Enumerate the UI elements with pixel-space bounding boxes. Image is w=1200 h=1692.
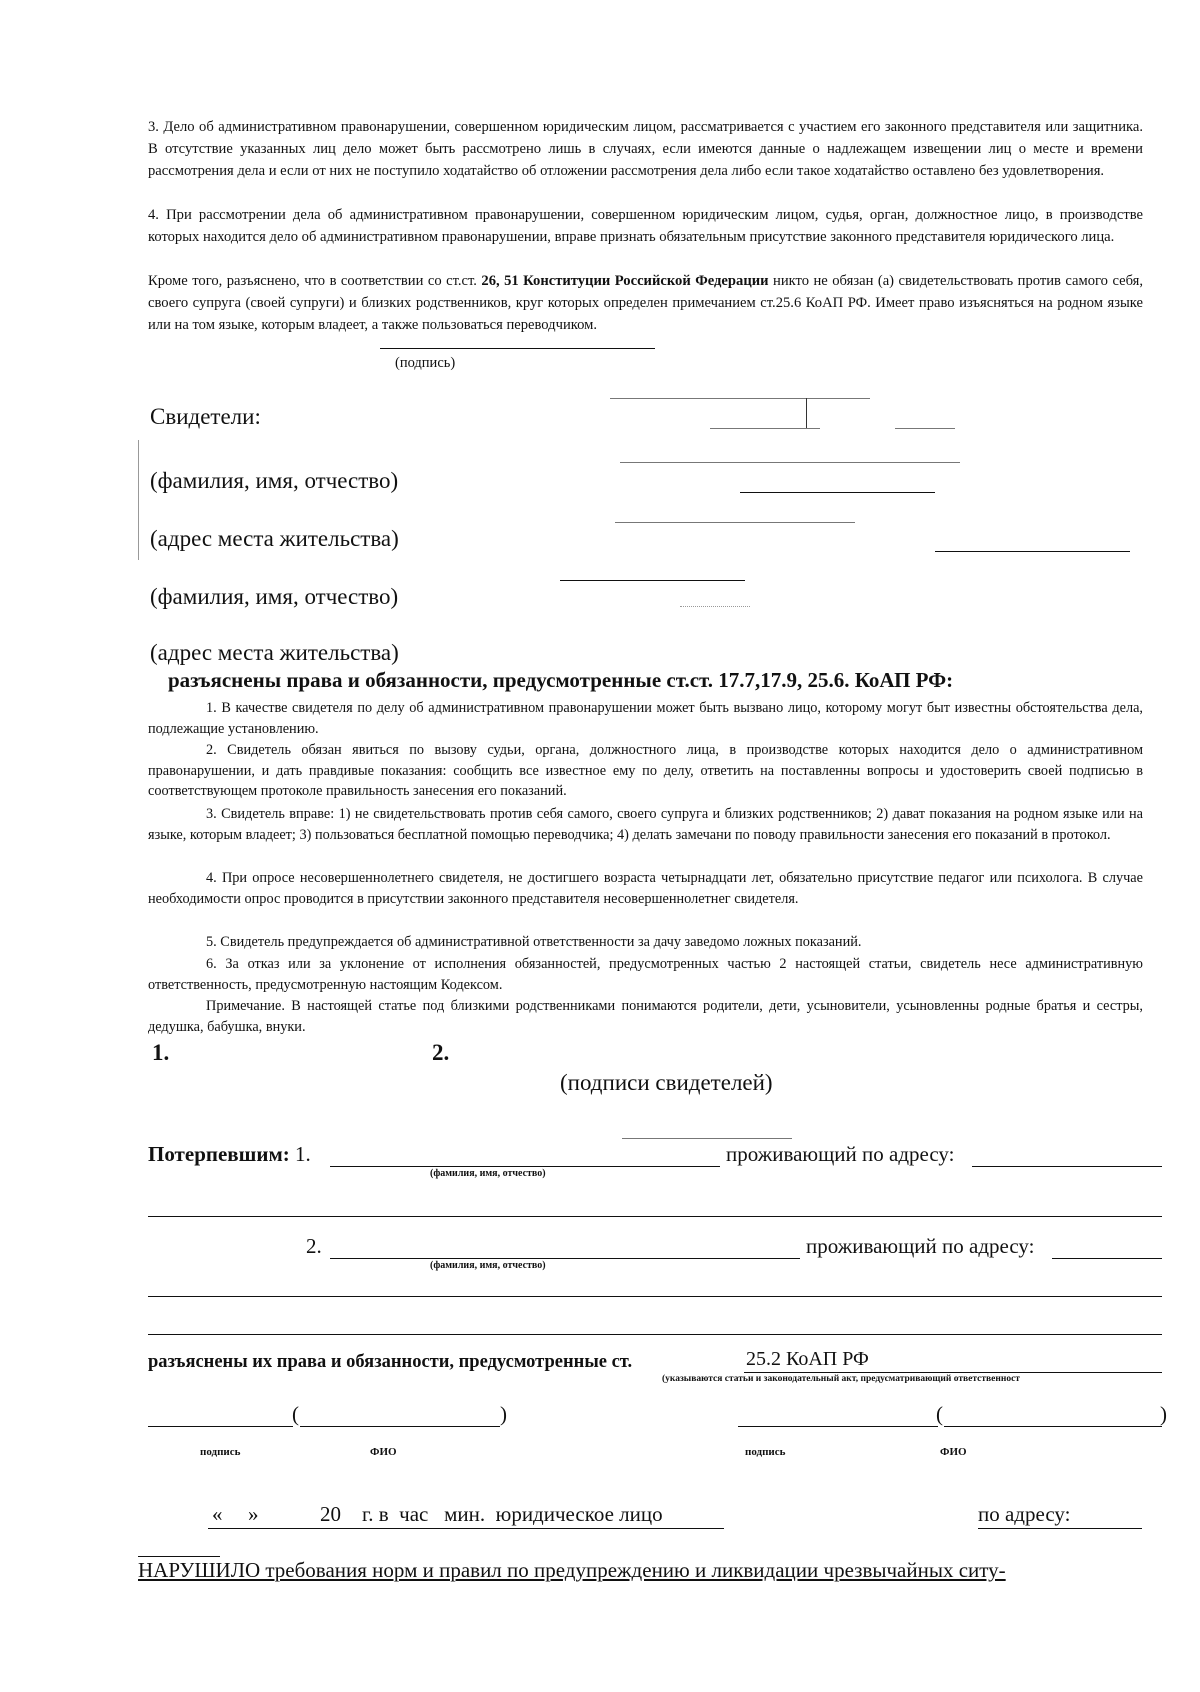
witness-line-short[interactable]	[710, 428, 820, 429]
witness1-fio-line-2[interactable]	[740, 492, 935, 493]
right-fio-open: (	[936, 1402, 943, 1426]
left-signature-caption: подпись	[200, 1446, 241, 1458]
victim-rights-heading: разъяснены их права и обязанности, предусмотренные ст.	[148, 1352, 633, 1372]
signature-line[interactable]	[380, 348, 655, 349]
victim-rights-article-line[interactable]	[744, 1372, 1162, 1373]
right-fio-close: )	[1160, 1402, 1167, 1426]
victim-rights-caption: (указываются статьи и законодательный акт, предусматривающий ответственност	[662, 1374, 1020, 1384]
right-fio-line[interactable]	[944, 1426, 1162, 1427]
date-quote-open: «	[212, 1502, 223, 1526]
witness-line-short-2[interactable]	[895, 428, 955, 429]
victim2-fio-line[interactable]	[330, 1258, 800, 1259]
signature-caption: (подпись)	[395, 355, 456, 371]
victims-label: Потерпевшим:	[148, 1142, 290, 1166]
left-signature-line[interactable]	[148, 1426, 293, 1427]
paragraph-4: 4. При рассмотрении дела об административном правонарушении, совершенном юридическим лицом, судья, орган, должностное лицо, в производстве которых находится дело об административном правонарушении, вправе признать обязательным присутствие законного представителя юридического лица.	[148, 207, 1143, 245]
witness-signatures-caption: (подписи свидетелей)	[560, 1070, 773, 1095]
paragraph-3: 3. Дело об административном правонарушении, совершенном юридическим лицом, рассматривается с участием его законного представителя или защитника. В отсутствие указанных лиц дело может быть рассмотрено лишь в случаях, если имеются данные о надлежащем извещении лиц о месте и времени рассмотрения дела и если от них не поступило ходатайство об отложении рассмотрения дела либо если такое ходатайство оставлено без удовлетворения.	[148, 119, 1143, 179]
witness-rights-note: Примечание. В настоящей статье под близкими родственниками понимаются родители, дети, усыновители, усыновленны родные братья и сестры, дедушка, бабушка, внуки.	[148, 998, 1143, 1035]
victim2-address-line-3[interactable]	[148, 1334, 1162, 1335]
left-margin-line	[138, 440, 139, 560]
victim1-address-line-2[interactable]	[148, 1216, 1162, 1217]
left-fio-close: )	[500, 1402, 507, 1426]
victim2-number: 2.	[306, 1234, 322, 1258]
witness1-address-line[interactable]	[615, 522, 855, 523]
victim-rights-article: 25.2 КоАП РФ	[746, 1348, 869, 1370]
witness-right-5: 5. Свидетель предупреждается об административной ответственности за дачу заведомо ложных показаний.	[206, 934, 862, 950]
explained-before: Кроме того, разъяснено, что в соответствии со ст.ст.	[148, 273, 482, 289]
witness-right-4: 4. При опросе несовершеннолетнего свидетеля, не достигшего возраста четырнадцати лет, обязательно присутствие педагог или психолога. В случае необходимости опрос проводится в присутствии законного представителя несовершеннолетнег свидетеля.	[148, 870, 1143, 907]
mark-vertical	[806, 398, 807, 428]
left-fio-open: (	[292, 1402, 299, 1426]
address-underline[interactable]	[978, 1528, 1142, 1529]
right-signature-line[interactable]	[738, 1426, 938, 1427]
left-fio-caption: ФИО	[370, 1446, 397, 1458]
witness1-fio-line[interactable]	[620, 462, 960, 463]
witness-right-1: 1. В качестве свидетеля по делу об административном правонарушении может быть вызвано лицо, которому могут быт известны обстоятельства дела, подлежащие установлению.	[148, 700, 1143, 737]
witness2-fio-label: (фамилия, имя, отчество)	[150, 584, 399, 609]
witness2-address-label: (адрес места жительства)	[150, 640, 399, 665]
witness-signature-1[interactable]: 1.	[152, 1040, 170, 1065]
witness-right-6: 6. За отказ или за уклонение от исполнения обязанностей, предусмотренных частью 2 настоящей статьи, свидетель несе административную ответственность, предусмотренную настоящим Кодексом.	[148, 956, 1143, 993]
witness1-address-line-2[interactable]	[935, 551, 1130, 552]
witness-right-2: 2. Свидетель обязан явиться по вызову судьи, органа, должностного лица, в производстве которых находится дело о административном правонарушении, и дать правдивые показания: сообщить все известное ему по делу, ответить на поставленны вопросы и удостоверить своей подписью в соответствующем протоколе правильность занесения его показаний.	[148, 742, 1143, 799]
victim1-address-line[interactable]	[972, 1166, 1162, 1167]
date-underline[interactable]	[208, 1528, 724, 1529]
date-quote-close: »	[248, 1502, 259, 1526]
violation-overline	[138, 1556, 220, 1557]
right-fio-caption: ФИО	[940, 1446, 967, 1458]
victim2-address-line[interactable]	[1052, 1258, 1162, 1259]
witnesses-title: Свидетели:	[150, 404, 261, 429]
victims-label-row	[148, 1142, 311, 1167]
witness2-fio-line[interactable]	[560, 580, 745, 581]
violation-line: НАРУШИЛО требования норм и правил по предупреждению и ликвидации чрезвычайных ситу-	[138, 1558, 1006, 1582]
witness1-fio-label: (фамилия, имя, отчество)	[150, 468, 399, 493]
left-fio-line[interactable]	[300, 1426, 500, 1427]
witness2-fio-dots	[680, 606, 750, 607]
victim2-address-label: проживающий по адресу:	[806, 1234, 1035, 1258]
victim2-address-line-2[interactable]	[148, 1296, 1162, 1297]
victim1-fio-line[interactable]	[330, 1166, 720, 1167]
explained-after: никто не обязан (а) свидетельствовать против самого себя, своего супруга (своей супруги) и близких родственников, круг которых определен примечанием ст.25.6 КоАП РФ. Имеет право изъясняться на родном языке или на том языке, которым владеет, а также пользоваться переводчиком.	[148, 273, 1143, 333]
date-rest: г. в час мин. юридическое лицо	[362, 1502, 663, 1526]
explained-paragraph	[148, 270, 1143, 336]
witness-signature-2[interactable]: 2.	[432, 1040, 450, 1065]
victim-top-line[interactable]	[622, 1138, 792, 1139]
victim1-number: 1.	[295, 1142, 311, 1166]
date-year: 20	[320, 1502, 341, 1526]
explained-constitution: 26, 51 Конституции Российской Федерации	[481, 273, 769, 289]
witness-rights-heading: разъяснены права и обязанности, предусмотренные ст.ст. 17.7,17.9, 25.6. КоАП РФ:	[168, 668, 954, 692]
address-label: по адресу:	[978, 1502, 1071, 1526]
victim2-fio-caption: (фамилия, имя, отчество)	[430, 1260, 546, 1271]
victim1-address-label: проживающий по адресу:	[726, 1142, 955, 1166]
right-signature-caption: подпись	[745, 1446, 786, 1458]
witness-right-3: 3. Свидетель вправе: 1) не свидетельствовать против себя самого, своего супруга и близких родственников; 2) дават показания на родном языке или на языке, которым владеет; 3) пользоваться бесплатной помощью переводчика; 4) делать замечани по поводу правильности занесения его показаний в протокол.	[148, 806, 1143, 843]
victim1-fio-caption: (фамилия, имя, отчество)	[430, 1168, 546, 1179]
witness1-address-label: (адрес места жительства)	[150, 526, 399, 551]
witness-line-top[interactable]	[610, 398, 870, 399]
